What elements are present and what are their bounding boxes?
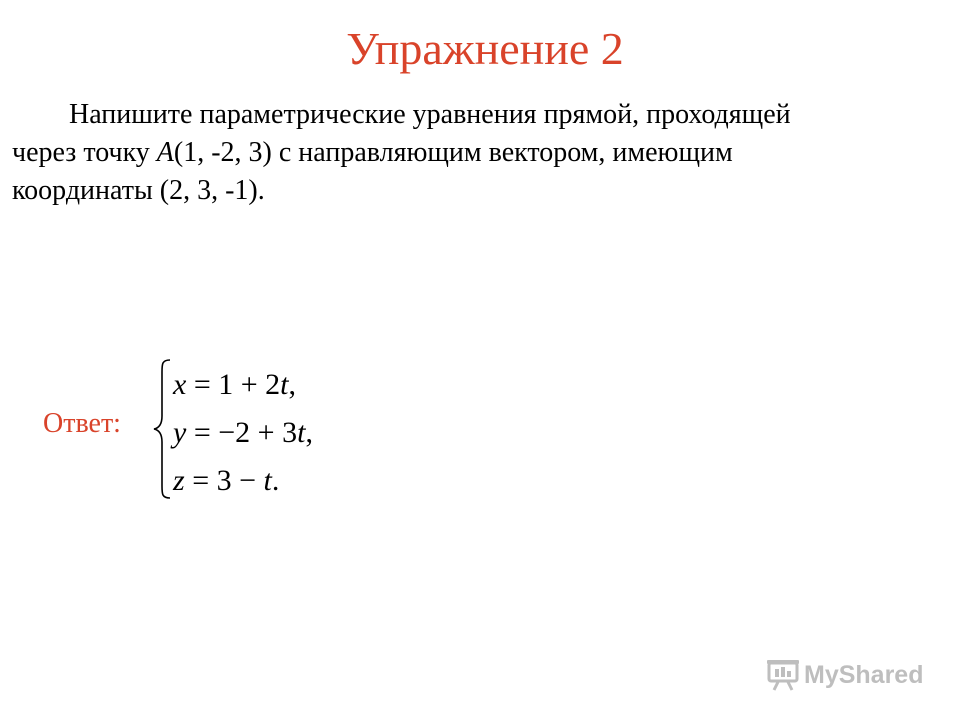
watermark[interactable] <box>766 656 923 694</box>
eq-var-x: x <box>173 368 187 401</box>
point-name: A <box>156 137 174 168</box>
eq-rhs-y: = −2 + 3 <box>186 416 298 449</box>
presentation-board-icon <box>766 658 800 692</box>
answer-label: Ответ: <box>43 408 121 439</box>
equation-y <box>173 409 313 457</box>
slide-title: Упражнение 2 <box>346 23 624 74</box>
eq-rhs-z: = 3 − <box>184 464 264 497</box>
eq-rhs-x: = 1 + 2 <box>186 368 281 401</box>
problem-line-2-end: (1, -2, 3) с направляющим вектором, имеющим <box>173 137 733 168</box>
problem-text <box>12 96 912 210</box>
problem-line-2-start: через точку <box>12 137 157 168</box>
eq-var-y: y <box>173 416 187 449</box>
problem-line-1: Напишите параметрические уравнения прямой, проходящей <box>69 99 791 130</box>
eq-end-z: . <box>271 464 280 497</box>
eq-end-x: , <box>288 368 297 401</box>
watermark-text: MyShared <box>804 660 924 689</box>
equation-x <box>173 361 313 409</box>
equation-system <box>173 361 313 505</box>
eq-end-y: , <box>305 416 313 449</box>
problem-line-2 <box>12 134 912 172</box>
eq-param-y: t <box>297 416 306 449</box>
eq-var-z: z <box>173 464 185 497</box>
problem-line-3: координаты (2, 3, -1). <box>12 175 265 206</box>
eq-param-x: t <box>280 368 289 401</box>
eq-param-z: t <box>263 464 272 497</box>
equation-z <box>173 457 313 505</box>
